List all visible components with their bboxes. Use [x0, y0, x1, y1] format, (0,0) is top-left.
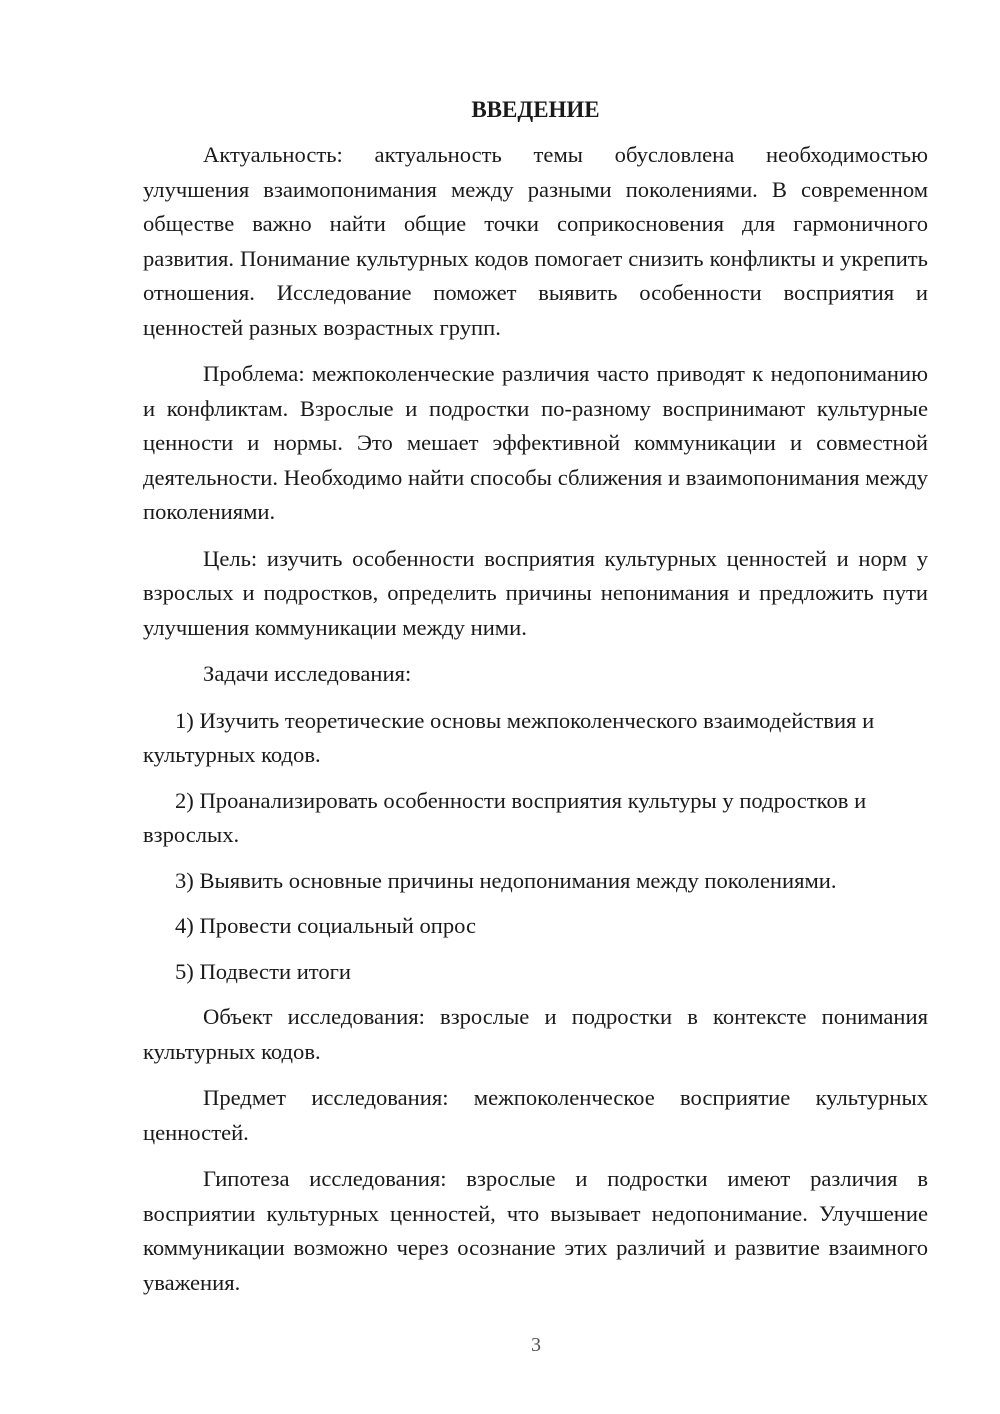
task-item-4: 4) Провести социальный опрос [175, 913, 477, 938]
problem-paragraph: Проблема: межпоколенческие различия часто приводят к недопониманию и конфликтам. Взрослые и подростки по-разному воспринимают культурные ценности и нормы. Это мешает эффективной коммуникации и совместной деятельности. Необходимо найти способы сближения и взаимопонимания между поколениями. [143, 361, 928, 524]
document-page [143, 95, 928, 1312]
object-paragraph: Объект исследования: взрослые и подростки в контексте понимания культурных кодов. [143, 1004, 928, 1064]
hypothesis-paragraph: Гипотеза исследования: взрослые и подростки имеют различия в восприятии культурных ценностей, что вызывает недопонимание. Улучшение коммуникации возможно через осознание этих различий и развитие взаимного уважения. [143, 1166, 928, 1295]
page-number: 3 [531, 1334, 541, 1356]
subject-paragraph: Предмет исследования: межпоколенческое восприятие культурных ценностей. [143, 1085, 928, 1145]
relevance-paragraph: Актуальность: актуальность темы обусловлена необходимостью улучшения взаимопонимания между разными поколениями. В современном обществе важно найти общие точки соприкосновения для гармоничного развития. Понимание культурных кодов помогает снизить конфликты и укрепить отношения. Исследование поможет выявить особенности восприятия и ценностей разных возрастных групп. [143, 142, 928, 340]
tasks-heading: Задачи исследования: [203, 661, 412, 686]
task-item-1: 1) Изучить теоретические основы межпоколенческого взаимодействия и культурных кодов. [143, 707, 875, 767]
task-item-3: 3) Выявить основные причины недопонимания между поколениями. [175, 867, 837, 893]
page-title: ВВЕДЕНИЕ [471, 97, 600, 122]
goal-paragraph: Цель: изучить особенности восприятия культурных ценностей и норм у взрослых и подростков, определить причины непонимания и предложить пути улучшения коммуникации между ними. [143, 545, 928, 640]
task-item-5: 5) Подвести итоги [175, 958, 352, 984]
task-item-2: 2) Проанализировать особенности восприятия культуры у подростков и взрослых. [143, 787, 867, 847]
